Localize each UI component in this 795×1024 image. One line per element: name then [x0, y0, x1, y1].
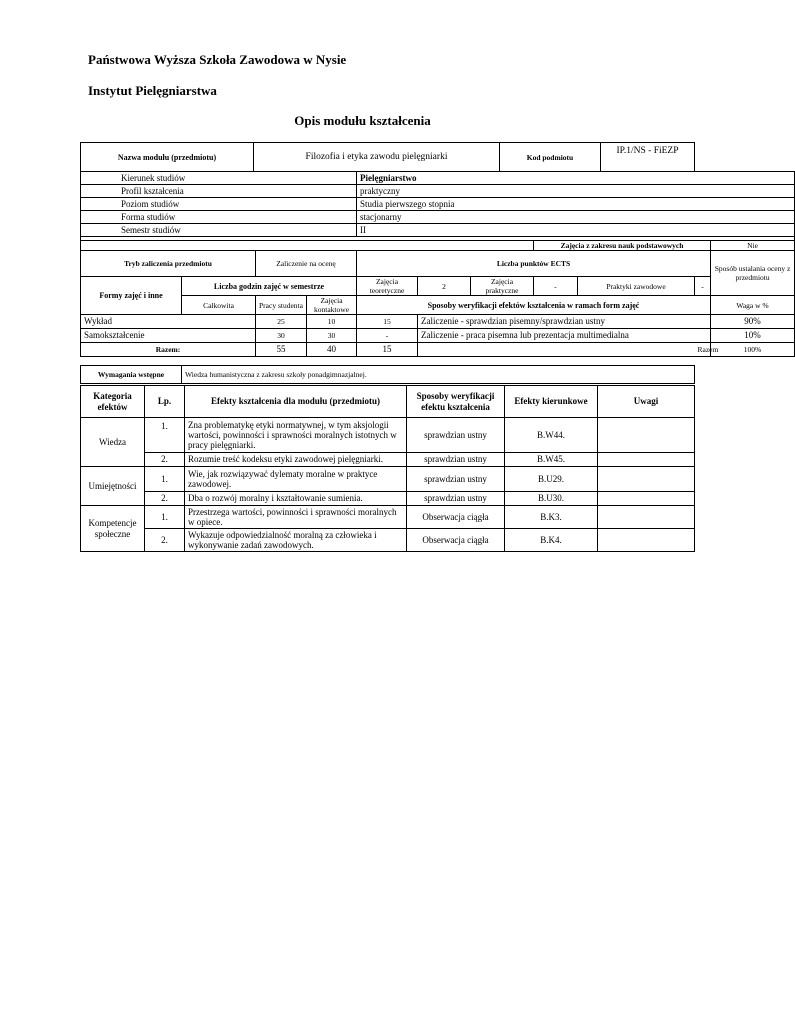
info-value-2: Studia pierwszego stopnia: [357, 198, 795, 211]
sum-total: 55: [256, 343, 307, 357]
effect: Wykazuje odpowiedzialność moralną za człowieka i wykonywanie zadań zawodowych.: [185, 529, 407, 552]
hdr-effect: Efekty kształcenia dla modułu (przedmiotu): [185, 386, 407, 418]
prerequisites-table: [80, 365, 695, 384]
contact-row-0: 15: [357, 315, 418, 329]
category-wiedza: Wiedza: [81, 418, 145, 467]
assessment-table: [80, 171, 795, 357]
practical-value: -: [534, 277, 578, 296]
info-value-1: praktyczny: [357, 185, 795, 198]
weight-row-1: 10%: [711, 329, 795, 343]
lp: 1.: [145, 467, 185, 492]
module-name-value: Filozofia i etyka zawodu pielęgniarki: [254, 143, 500, 172]
hdr-verification: Sposoby weryfikacji efektu kształcenia: [407, 386, 505, 418]
effect: Zna problematykę etyki normatywnej, w tym aksjologii wartości, powinności i sprawności moralnych istotnych w pracy pielęgniarki.: [185, 418, 407, 453]
directional-code: B.W45.: [505, 453, 598, 467]
sum-label: Razem:: [81, 343, 256, 357]
verification: sprawdzian ustny: [407, 492, 505, 506]
verification: Obserwacja ciągła: [407, 506, 505, 529]
practical-label: Zajęcia praktyczne: [471, 277, 534, 296]
info-value-0: Pielęgniarstwo: [357, 172, 795, 185]
effect: Dba o rozwój moralny i kształtowanie sumienia.: [185, 492, 407, 506]
category-kompetencje: Kompetencje społeczne: [81, 506, 145, 552]
col-contact: Zajęcia kontaktowe: [307, 296, 357, 315]
institute-name: Instytut Pielęgniarstwa: [88, 83, 217, 98]
category-umiejetnosci: Umiejętności: [81, 467, 145, 506]
total-row-1: 30: [256, 329, 307, 343]
verification: sprawdzian ustny: [407, 418, 505, 453]
col-total: Całkowita: [182, 296, 256, 315]
school-name: Państwowa Wyższa Szkoła Zawodowa w Nysie: [88, 52, 347, 67]
info-label-2: Poziom studiów: [81, 198, 357, 211]
method-row-1: Zaliczenie - praca pisemna lub prezentacja multimedialna: [418, 329, 711, 343]
info-label-0: Kierunek studiów: [81, 172, 357, 185]
mode-label: Tryb zaliczenia przedmiotu: [81, 251, 256, 277]
weight-row-0: 90%: [711, 315, 795, 329]
sum-contact: 15: [357, 343, 418, 357]
effect: Przestrzega wartości, powinności i sprawności moralnych w opiece.: [185, 506, 407, 529]
method-label: Sposób ustalania oceny z przedmiotu: [711, 251, 795, 296]
hdr-category: Kategoria efektów: [81, 386, 145, 418]
col-student: Pracy studenta: [256, 296, 307, 315]
total-row-0: 25: [256, 315, 307, 329]
directional-code: B.K4.: [505, 529, 598, 552]
sum-weight: 100%: [711, 343, 795, 357]
directional-code: B.K3.: [505, 506, 598, 529]
info-label-3: Forma studiów: [81, 211, 357, 224]
student-row-1: 30: [307, 329, 357, 343]
theory-label: Zajęcia teoretyczne: [357, 277, 418, 296]
theory-value: 2: [418, 277, 471, 296]
ects-label: Liczba punktów ECTS: [357, 251, 711, 277]
student-row-0: 10: [307, 315, 357, 329]
weight-label: Waga w %: [711, 296, 795, 315]
hours-label: Liczba godzin zajęć w semestrze: [182, 277, 357, 296]
professional-value: -: [695, 277, 711, 296]
module-header-table: [80, 142, 695, 172]
directional-code: B.U29.: [505, 467, 598, 492]
form-row-1: Samokształcenie: [81, 329, 256, 343]
module-name-label: Nazwa modułu (przedmiotu): [81, 143, 254, 172]
form-row-0: Wykład: [81, 315, 256, 329]
info-value-3: stacjonarny: [357, 211, 795, 224]
verification: Obserwacja ciągła: [407, 529, 505, 552]
sum-razem: Razem: [695, 343, 711, 357]
hdr-notes: Uwagi: [598, 386, 695, 418]
contact-row-1: -: [357, 329, 418, 343]
info-value-4: II: [357, 224, 795, 237]
document-title: Opis modułu kształcenia: [294, 113, 431, 128]
basic-sciences-value: Nie: [711, 241, 795, 251]
lp: 1.: [145, 418, 185, 453]
module-code-label: Kod podmiotu: [500, 143, 601, 172]
prerequisites-value: Wiedza humanistyczna z zakresu szkoły ponadgimnazjalnej.: [182, 366, 695, 384]
module-code-value: IP.1/NS - FiEZP: [601, 143, 695, 172]
lp: 2.: [145, 453, 185, 467]
prerequisites-label: Wymagania wstępne: [81, 366, 182, 384]
professional-label: Praktyki zawodowe: [578, 277, 695, 296]
hdr-lp: Lp.: [145, 386, 185, 418]
basic-sciences-label: Zajęcia z zakresu nauk podstawowych: [534, 241, 711, 251]
info-label-1: Profil kształcenia: [81, 185, 357, 198]
directional-code: B.W44.: [505, 418, 598, 453]
mode-value: Zaliczenie na ocenę: [256, 251, 357, 277]
verification: sprawdzian ustny: [407, 453, 505, 467]
effect: Rozumie treść kodeksu etyki zawodowej pielęgniarki.: [185, 453, 407, 467]
lp: 2.: [145, 529, 185, 552]
verification-label: Sposoby weryfikacji efektów kształcenia w ramach form zajęć: [357, 296, 711, 315]
hdr-directional: Efekty kierunkowe: [505, 386, 598, 418]
sum-student: 40: [307, 343, 357, 357]
outcomes-table: [80, 385, 695, 552]
directional-code: B.U30.: [505, 492, 598, 506]
method-row-0: Zaliczenie - sprawdzian pisemny/sprawdzian ustny: [418, 315, 711, 329]
info-label-4: Semestr studiów: [81, 224, 357, 237]
lp: 2.: [145, 492, 185, 506]
lp: 1.: [145, 506, 185, 529]
verification: sprawdzian ustny: [407, 467, 505, 492]
forms-label: Formy zajęć i inne: [81, 277, 182, 315]
effect: Wie, jak rozwiązywać dylematy moralne w praktyce zawodowej.: [185, 467, 407, 492]
